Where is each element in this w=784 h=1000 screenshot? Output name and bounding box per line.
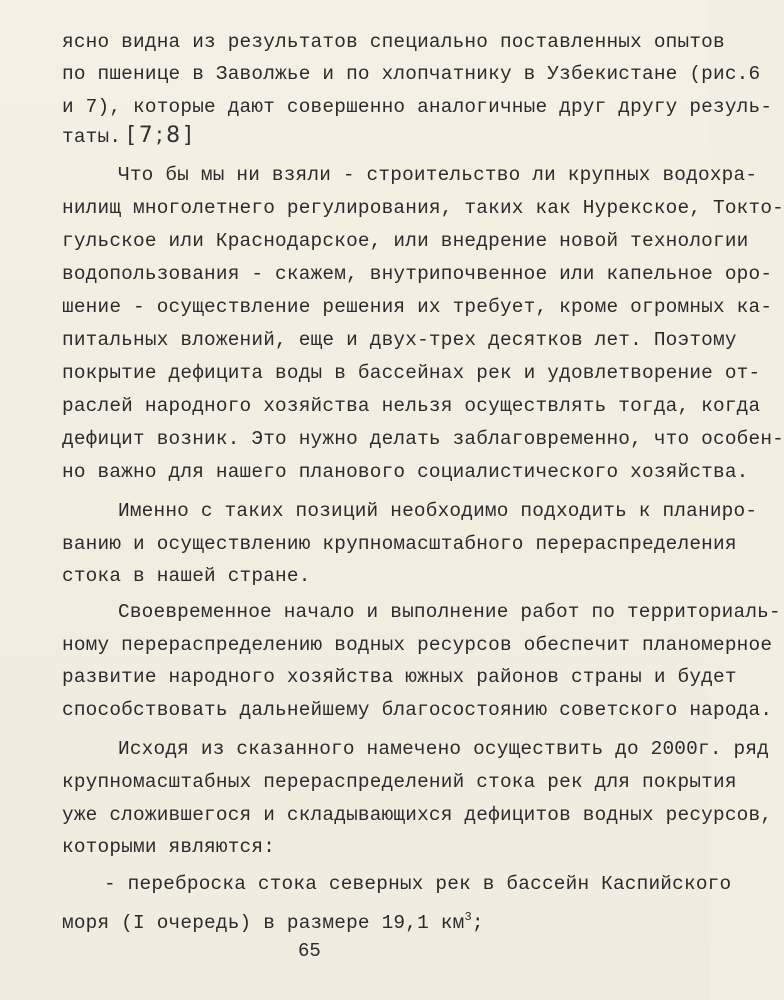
- text-line: водопользования - скажем, внутрипочвенное или капельное оро-: [62, 263, 773, 285]
- text-line: стока в нашей стране.: [62, 565, 311, 587]
- text-line: ванию и осуществлению крупномасштабного перераспределения: [62, 533, 737, 555]
- text-fragment: моря (I очередь) в размере 19,1 км: [62, 912, 465, 934]
- text-line: ному перераспределению водных ресурсов обеспечит планомерное: [62, 634, 773, 656]
- text-line: покрытие дефицита воды в бассейнах рек и удовлетворение от-: [62, 362, 761, 384]
- superscript: 3: [464, 910, 472, 924]
- page-number: 65: [298, 940, 321, 962]
- text-line: развитие народного хозяйства южных районов страны и будет: [62, 666, 737, 688]
- text-line: но важно для нашего планового социалистического хозяйства.: [62, 461, 749, 483]
- text-fragment: таты.: [62, 126, 122, 148]
- text-line: по пшенице в Заволжье и по хлопчатнику в Узбекистане (рис.6: [62, 63, 761, 85]
- text-line: ясно видна из результатов специально поставленных опытов: [62, 31, 725, 53]
- list-item-line: - переброска стока северных рек в бассейн Каспийского: [104, 873, 732, 895]
- line-end: ;: [471, 912, 484, 934]
- text-line: нилищ многолетнего регулирования, таких как Нурекское, Токто-: [62, 197, 784, 219]
- paragraph-first-line: Исходя из сказанного намечено осуществить до 2000г. ряд: [118, 738, 769, 760]
- text-line: питальных вложений, еще и двух-трех десятков лет. Поэтому: [62, 329, 737, 351]
- text-line: уже сложившегося и складывающихся дефицитов водных ресурсов,: [62, 804, 773, 826]
- text-line: гульское или Краснодарское, или внедрение новой технологии: [62, 230, 749, 252]
- text-line: раслей народного хозяйства нельзя осуществлять тогда, когда: [62, 395, 761, 417]
- text-line: [62, 124, 195, 149]
- text-line: которыми являются:: [62, 836, 276, 858]
- text-line: способствовать дальнейшему благосостоянию советского народа.: [62, 699, 773, 721]
- paragraph-first-line: Своевременное начало и выполнение работ по территориаль-: [118, 601, 781, 623]
- text-line: шение - осуществление решения их требует, кроме огромных ка-: [62, 296, 773, 318]
- text-line: дефицит возник. Это нужно делать заблаговременно, что особен-: [62, 428, 784, 450]
- text-line: крупномасштабных перераспределений стока рек для покрытия: [62, 771, 737, 793]
- text-line: и 7), которые дают совершенно аналогичные друг другу резуль-: [62, 96, 773, 118]
- text-line: [62, 905, 484, 935]
- paragraph-first-line: Что бы мы ни взяли - строительство ли крупных водохра-: [118, 164, 758, 186]
- handwritten-reference: [7;8]: [127, 123, 195, 148]
- paragraph-first-line: Именно с таких позиций необходимо подходить к планиро-: [118, 500, 758, 522]
